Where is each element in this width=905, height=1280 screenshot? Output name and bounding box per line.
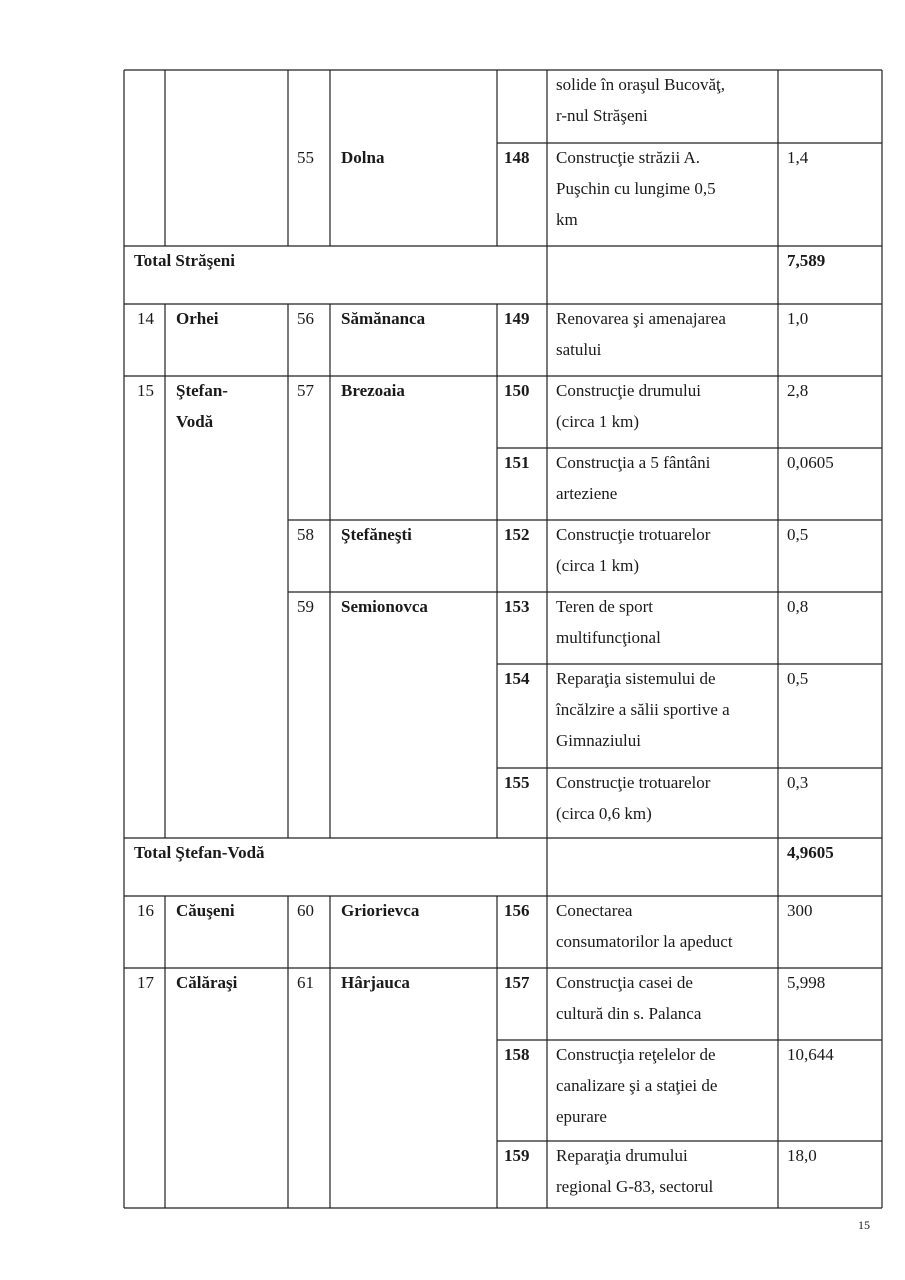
locality-name: Semionovca — [341, 597, 428, 616]
project-description: Conectarea consumatorilor la apeduct — [556, 901, 733, 951]
locality-name: Dolna — [341, 148, 385, 167]
amount-value: 1,0 — [787, 309, 809, 328]
amount-value: 0,3 — [787, 773, 809, 792]
project-description: Construcţie trotuarelor (circa 0,6 km) — [556, 773, 711, 823]
project-number: 156 — [504, 901, 530, 920]
locality-number: 57 — [297, 381, 314, 400]
amount-value: 10,644 — [787, 1045, 834, 1064]
amount-value: 18,0 — [787, 1146, 817, 1165]
project-description: Construcţia a 5 fântâni arteziene — [556, 453, 711, 503]
locality-name: Sămănanca — [341, 309, 426, 328]
total-label: Total Ştefan-Vodă — [134, 843, 265, 862]
project-description: Construcţia reţelelor de canalizare şi a staţiei de epurare — [556, 1045, 718, 1126]
amount-value: 0,8 — [787, 597, 809, 616]
district-name: Orhei — [176, 309, 219, 328]
project-description: Construcţie străzii A. Puşchin cu lungime 0,5 km — [556, 148, 716, 229]
project-number: 150 — [504, 381, 530, 400]
locality-name: Griorievca — [341, 901, 420, 920]
district-number: 16 — [137, 901, 154, 920]
locality-name: Brezoaia — [341, 381, 405, 400]
amount-value: 1,4 — [787, 148, 809, 167]
amount-value: 0,0605 — [787, 453, 834, 472]
total-amount: 7,589 — [787, 251, 826, 270]
district-number: 15 — [137, 381, 154, 400]
total-amount: 4,9605 — [787, 843, 834, 862]
project-description: Renovarea şi amenajarea satului — [556, 309, 726, 359]
project-number: 151 — [504, 453, 530, 472]
project-number: 159 — [504, 1146, 530, 1165]
amount-value: 0,5 — [787, 525, 809, 544]
project-number: 158 — [504, 1045, 530, 1064]
project-number: 152 — [504, 525, 530, 544]
project-description: Construcţia casei de cultură din s. Palanca — [556, 973, 702, 1023]
project-number: 153 — [504, 597, 530, 616]
project-number: 154 — [504, 669, 530, 688]
amount-value: 2,8 — [787, 381, 809, 400]
locality-number: 58 — [297, 525, 314, 544]
project-description: Teren de sport multifuncţional — [556, 597, 661, 647]
locality-name: Ştefăneşti — [341, 525, 412, 544]
project-description: Construcţie drumului (circa 1 km) — [556, 381, 701, 431]
district-number: 14 — [137, 309, 154, 328]
project-number: 157 — [504, 973, 530, 992]
district-name: Călăraşi — [176, 973, 238, 992]
amount-value: 0,5 — [787, 669, 809, 688]
project-number: 148 — [504, 148, 530, 167]
locality-number: 60 — [297, 901, 314, 920]
project-description: solide în oraşul Bucovăţ, r-nul Străşeni — [556, 75, 726, 125]
page-number: 15 — [858, 1218, 870, 1232]
locality-number: 56 — [297, 309, 314, 328]
total-label: Total Străşeni — [134, 251, 235, 270]
district-number: 17 — [137, 973, 154, 992]
project-description: Reparaţia sistemului de încălzire a sălii sportive a Gimnaziului — [556, 669, 730, 750]
district-name: Ştefan- Vodă — [176, 381, 228, 431]
project-number: 149 — [504, 309, 530, 328]
district-name: Căuşeni — [176, 901, 235, 920]
amount-value: 5,998 — [787, 973, 826, 992]
locality-number: 61 — [297, 973, 314, 992]
project-number: 155 — [504, 773, 530, 792]
project-description: Construcţie trotuarelor (circa 1 km) — [556, 525, 711, 575]
amount-value: 300 — [787, 901, 813, 920]
locality-name: Hârjauca — [341, 973, 410, 992]
locality-number: 55 — [297, 148, 314, 167]
locality-number: 59 — [297, 597, 314, 616]
project-description: Reparaţia drumului regional G-83, sectorul — [556, 1146, 714, 1196]
